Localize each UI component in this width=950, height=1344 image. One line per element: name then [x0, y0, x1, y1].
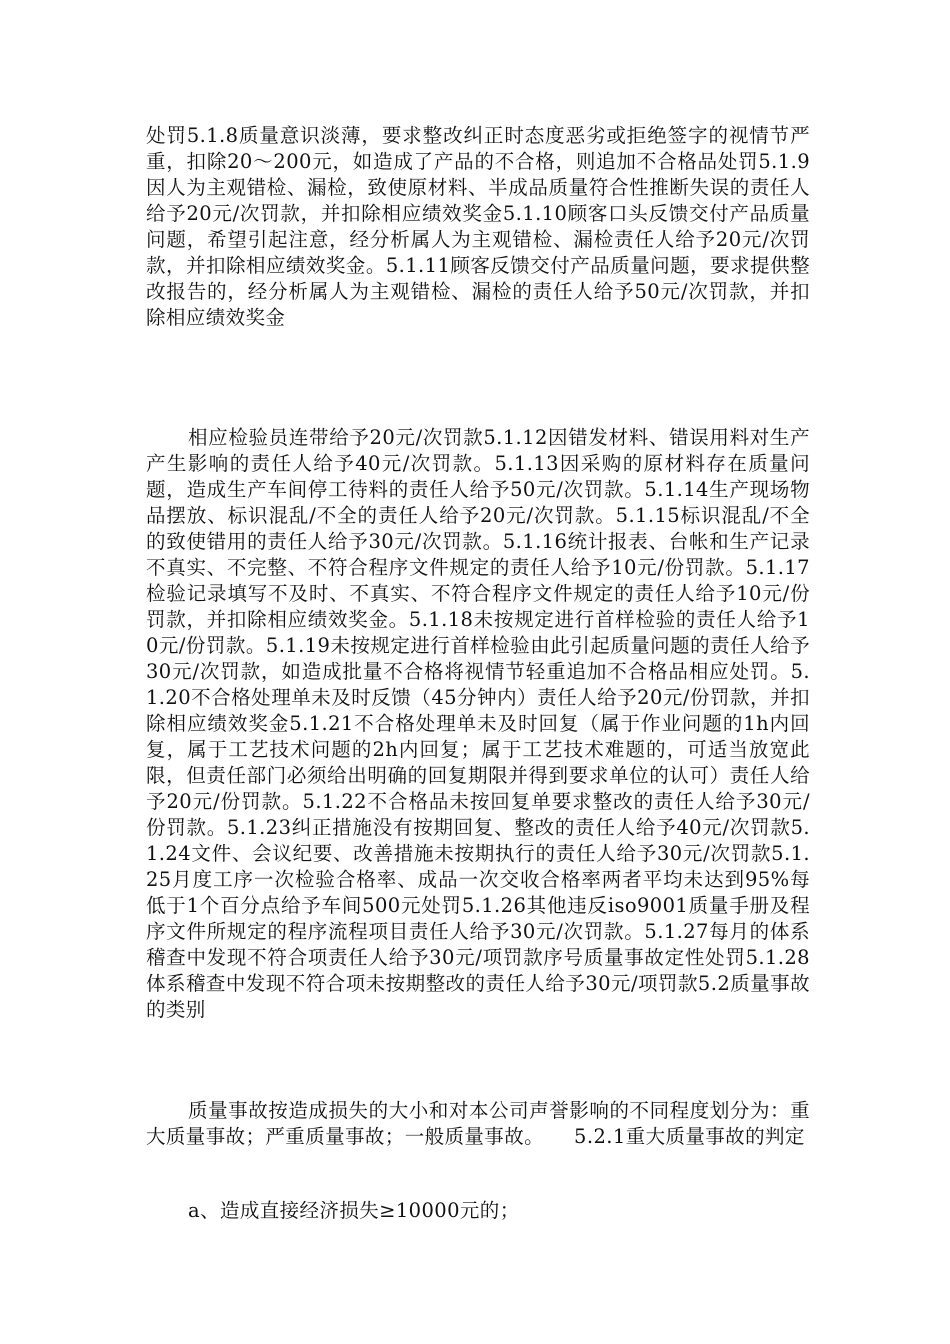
paragraph-penalty-items: 相应检验员连带给予20元/次罚款5.1.12因错发材料、错误用料对生产产生影响的责任人给予40元/次罚款。5.1.13因采购的原材料存在质量问题，造成生产车间停工待料的责任人给予50元/次罚款。5.1.14生产现场物品摆放、标识混乱/不全的责任人给予20元/次罚款。5.1.15标识混乱/不全的致使错用的责任人给予30元/次罚款。5.1.16统计报表、台帐和生产记录不真实、不完整、不符合程序文件规定的责任人给予10元/份罚款。5.1.17检验记录填写不及时、不真实、不符合程序文件规定的责任人给予10元/份罚款，并扣除相应绩效奖金。5.1.18未按规定进行首样检验的责任人给予10元/份罚款。5.1.19未按规定进行首样检验由此引起质量问题的责任人给予30元/次罚款，如造成批量不合格将视情节轻重追加不合格品相应处罚。5.1.20不合格处理单未及时反馈（45分钟内）责任人给予20元/份罚款，并扣除相应绩效奖金5.1.21不合格处理单未及时回复（属于作业问题的1h内回复，属于工艺技术问题的2h内回复；属于工艺技术难题的，可适当放宽此限，但责任部门必须给出明确的回复期限并得到要求单位的认可）责任人给予20元/份罚款。5.1.22不合格品未按回复单要求整改的责任人给予30元/份罚款。5.1.23纠正措施没有按期回复、整改的责任人给予40元/次罚款5.1.24文件、会议纪要、改善措施未按期执行的责任人给予30元/次罚款5.1.25月度工序一次检验合格率、成品一次交收合格率两者平均未达到95%每低于1个百分点给予车间500元处罚5.1.26其他违反iso9001质量手册及程序文件所规定的程序流程项目责任人给予30元/次罚款。5.1.27每月的体系稽查中发现不符合项责任人给予30元/项罚款序号质量事故定性处罚5.1.28体系稽查中发现不符合项未按期整改的责任人给予30元/项罚款5.2质量事故的类别 — [146, 426, 810, 1021]
paragraph-penalties-continued: 处罚5.1.8质量意识淡薄，要求整改纠正时态度恶劣或拒绝签字的视情节严重，扣除20～200元，如造成了产品的不合格，则追加不合格品处罚5.1.9因人为主观错检、漏检，致使原材料、半成品质量符合性推断失误的责任人给予20元/次罚款，并扣除相应绩效奖金5.1.10顾客口头反馈交付产品质量问题，希望引起注意，经分析属人为主观错检、漏检责任人给予20元/次罚款，并扣除相应绩效奖金。5.1.11顾客反馈交付产品质量问题，要求提供整改报告的，经分析属人为主观错检、漏检的责任人给予50元/次罚款，并扣除相应绩效奖金 — [146, 124, 810, 329]
paragraph-major-accident-criterion-a: a、造成直接经济损失≥10000元的； — [188, 1199, 520, 1222]
paragraph-accident-classification: 质量事故按造成损失的大小和对本公司声誉影响的不同程度划分为：重大质量事故；严重质量事故；一般质量事故。 5.2.1重大质量事故的判定 — [146, 1099, 810, 1148]
